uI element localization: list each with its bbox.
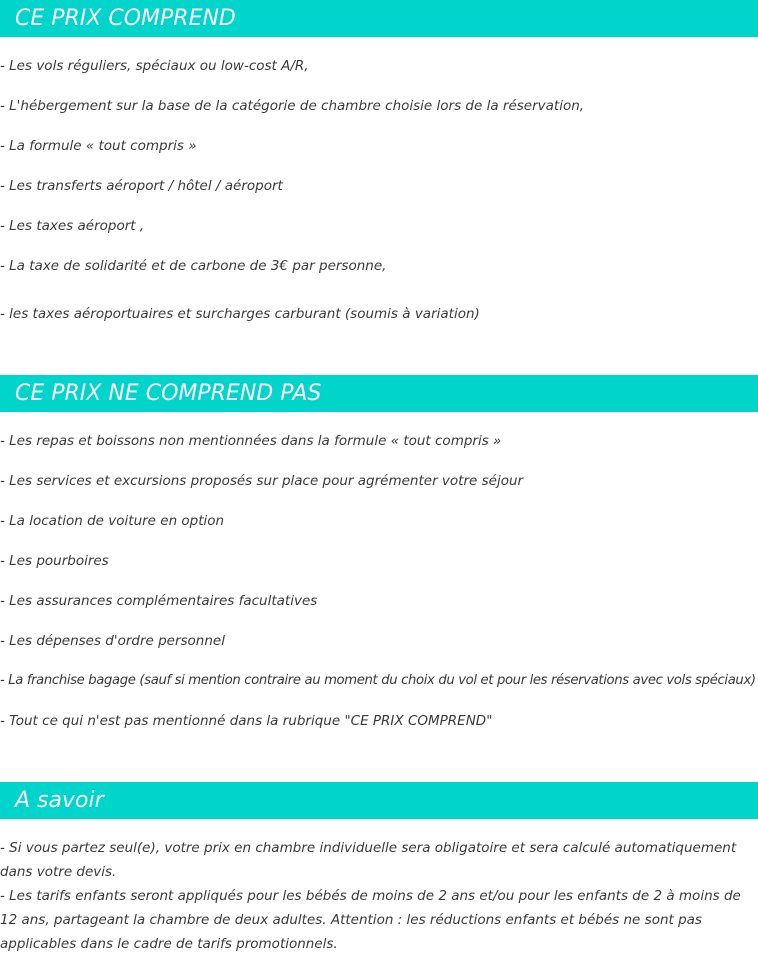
list-item: - Les assurances complémentaires facultatives (0, 593, 318, 609)
list-item: - Les repas et boissons non mentionnées dans la formule « tout compris » (0, 433, 502, 449)
list-item: - La franchise bagage (sauf si mention contraire au moment du choix du vol et pour les réservations avec vols spéciaux) (0, 673, 756, 688)
list-item: - Les transferts aéroport / hôtel / aéroport (0, 178, 283, 194)
info-paragraph: - Si vous partez seul(e), votre prix en chambre individuelle sera obligatoire et sera calculé automatiquement dans votre devis. (0, 840, 737, 880)
list-item: - Les pourboires (0, 553, 109, 569)
list-item: - Les dépenses d'ordre personnel (0, 633, 225, 649)
list-item: - Tout ce qui n'est pas mentionné dans la rubrique "CE PRIX COMPREND" (0, 713, 493, 729)
list-item: - Les taxes aéroport , (0, 218, 145, 234)
list-item: - La formule « tout compris » (0, 138, 197, 154)
list-item: - Les vols réguliers, spéciaux ou low-cost A/R, (0, 58, 309, 74)
section-title-excludes: CE PRIX NE COMPREND PAS (0, 375, 758, 412)
section-title-includes: CE PRIX COMPREND (0, 0, 758, 37)
list-item: - La location de voiture en option (0, 513, 225, 529)
list-item: - La taxe de solidarité et de carbone de 3€ par personne, (0, 258, 387, 274)
list-item: - les taxes aéroportuaires et surcharges carburant (soumis à variation) (0, 306, 480, 322)
info-paragraph: - Les tarifs enfants seront appliqués pour les bébés de moins de 2 ans et/ou pour les enfants de 2 à moins de 12 ans, partageant la chambre de deux adultes. Attention : les réductions enfants et bébés ne sont pas applicables dans le cadre de tarifs promotionnels. (0, 888, 741, 952)
list-item: - Les services et excursions proposés sur place pour agrémenter votre séjour (0, 473, 524, 489)
section-title-info: A savoir (0, 782, 758, 819)
list-item: - L'hébergement sur la base de la catégorie de chambre choisie lors de la réservation, (0, 98, 585, 114)
